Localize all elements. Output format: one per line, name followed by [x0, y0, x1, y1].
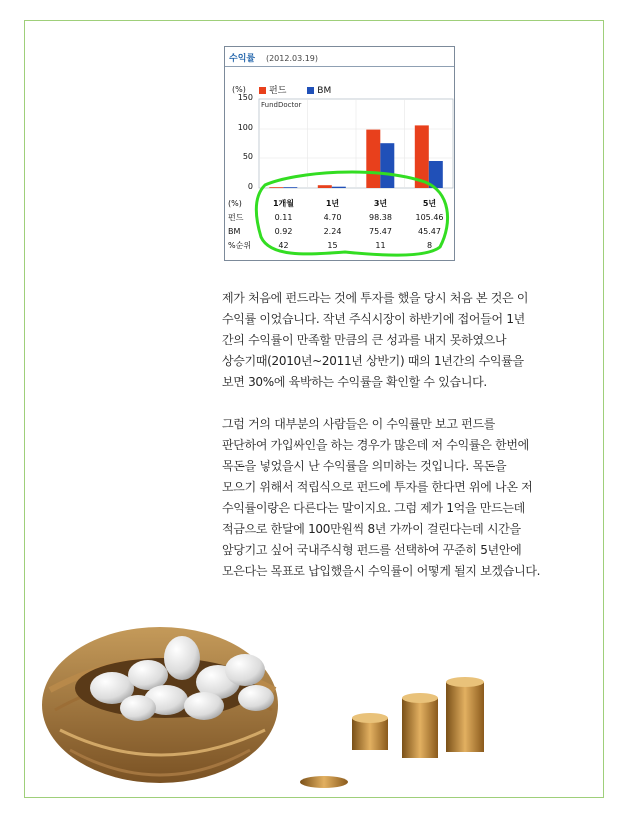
- text-line: 제가 처음에 펀드라는 것에 투자를 했을 당시 처음 본 것은 이: [222, 291, 529, 305]
- text-line: 그럼 거의 대부분의 사람들은 이 수익률만 보고 펀드를: [222, 417, 496, 431]
- chart-date: (2012.03.19): [265, 54, 319, 63]
- table-cell: 8: [426, 241, 433, 250]
- chart-title: 수익률: [229, 54, 256, 64]
- paragraph-2: [222, 414, 602, 582]
- text-line: 상승기때(2010년~2011년 상반기) 때의 1년간의 수익률을: [222, 354, 524, 368]
- coin-stacks: [300, 677, 484, 788]
- table-cell: 15: [327, 241, 338, 250]
- table-cell: 4.70: [323, 213, 342, 222]
- text-line: 모으기 위해서 적립식으로 펀드에 투자를 한다면 위에 나온 저: [222, 480, 533, 494]
- hand-drawn-circle: [225, 47, 454, 260]
- y-unit-label: (%): [232, 85, 246, 94]
- table-cell: 105.46: [415, 213, 444, 222]
- text-line: 앞당기고 싶어 국내주식형 펀드를 선택하여 꾸준히 5년안에: [222, 543, 522, 557]
- article-text: [222, 288, 602, 582]
- col-header-1y: 1년: [325, 199, 340, 208]
- table-cell: 2.24: [323, 227, 342, 236]
- table-cell: 75.47: [369, 227, 392, 236]
- legend-label-bm: BM: [317, 86, 332, 96]
- y-tick-50: 50: [242, 152, 253, 161]
- col-header-1m: 1개월: [272, 199, 295, 208]
- row-label-rank: %순위: [228, 241, 252, 250]
- text-line: 적금으로 한달에 100만원씩 8년 가까이 걸린다는데 시간을: [222, 522, 521, 536]
- row-label-fund: 펀드: [228, 213, 244, 222]
- table-cell: 0.11: [274, 213, 293, 222]
- green-highlight-circle: [256, 172, 447, 255]
- nest-eggs-coins-illustration: [40, 610, 510, 795]
- row-label-bm: BM: [228, 227, 241, 236]
- table-cell: 98.38: [369, 213, 392, 222]
- text-line: 수익률 이었습니다. 작년 주식시장이 하반기에 접어들어 1년: [222, 312, 525, 326]
- text-line: 간의 수익률이 만족할 만큼의 큰 성과를 내지 못하였으나: [222, 333, 507, 347]
- col-header-3y: 3년: [373, 199, 388, 208]
- y-tick-0: 0: [247, 182, 253, 191]
- table-cell: 42: [278, 241, 289, 250]
- table-cell: 0.92: [274, 227, 293, 236]
- table-cell: 11: [375, 241, 386, 250]
- col-header-5y: 5년: [422, 199, 437, 208]
- returns-chart-panel: [224, 46, 455, 261]
- paragraph-1: [222, 288, 602, 393]
- fund-doctor-watermark: FundDoctor: [261, 101, 302, 109]
- table-header-unit: (%): [228, 199, 242, 208]
- table-cell: 45.47: [418, 227, 441, 236]
- text-line: 목돈을 넣었을시 난 수익률을 의미하는 것입니다. 목돈을: [222, 459, 507, 473]
- y-tick-150: 150: [237, 93, 253, 102]
- text-line: 수익률이랑은 다른다는 말이지요. 그럼 제가 1억을 만드는데: [222, 501, 525, 515]
- text-line: 모은다는 목표로 납입했을시 수익률이 어떻게 될지 보겠습니다.: [222, 564, 541, 578]
- legend-label-fund: 펀드: [269, 86, 287, 96]
- y-tick-100: 100: [237, 123, 253, 132]
- text-line: 판단하여 가입싸인을 하는 경우가 많은데 저 수익률은 한번에: [222, 438, 529, 452]
- text-line: 보면 30%에 육박하는 수익률을 확인할 수 있습니다.: [222, 375, 487, 389]
